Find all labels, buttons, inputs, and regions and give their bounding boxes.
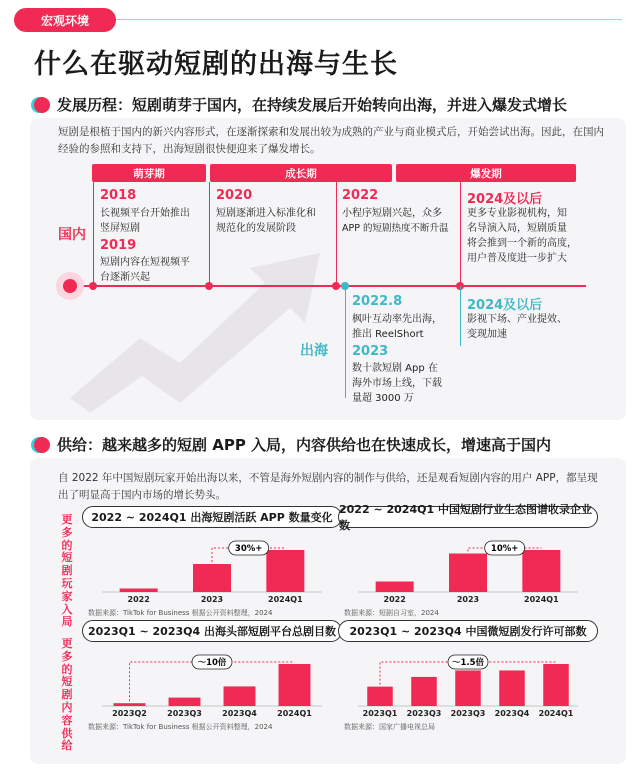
growth-badge-text: 10%+: [490, 544, 519, 554]
bar-2023: [449, 554, 487, 593]
timeline-panel: [30, 118, 626, 420]
overseas-text-2022-8-l1: 枫叶互动率先出海，: [352, 314, 442, 325]
overseas-year-2024: 2024及以后: [467, 298, 543, 313]
event-text-2018-l2: 竖屏短剧: [100, 223, 140, 234]
section-tag: 宏观环境: [14, 8, 116, 32]
bar-2024Q1: [279, 664, 311, 706]
page-title: 什么在驱动短剧的出海与生长: [34, 49, 398, 80]
overseas-text-2023-l1: 数十款短剧 App 在: [352, 363, 438, 374]
chart-source: 数据来源：短剧自习室，2024: [344, 609, 439, 617]
overseas-text-2023-l3: 量超 3000 万: [352, 393, 414, 404]
tiktok-logo-icon: [34, 437, 50, 453]
chart-title: 2023Q1 ~ 2023Q4 出海头部短剧平台总剧目数: [82, 620, 342, 642]
tick-label: 2023Q3: [450, 709, 486, 718]
chart-card-1: [82, 506, 342, 618]
section1-intro-line2: 经验的参照和支持下，出海短剧很快便迎来了爆发增长。: [58, 143, 321, 155]
event-text-2019-l1: 短剧内容在短视频平: [100, 257, 190, 268]
tick-label: 2023: [456, 595, 480, 604]
bar-2023Q3: [455, 670, 481, 706]
chart-source: 数据来源：TikTok for Business 根据公开资料整理，2024: [88, 723, 273, 731]
tick-label: 2024Q1: [524, 595, 559, 604]
phase-growth: 成长期: [210, 164, 392, 182]
bar-chart-2: [338, 530, 598, 610]
overseas-text-2022-8-l2: 推出 ReelShort: [352, 329, 424, 340]
event-year-2024: 2024及以后: [467, 192, 543, 207]
event-text-2019-l2: 台逐渐兴起: [100, 272, 150, 283]
tick-label: 2022: [383, 595, 406, 604]
overseas-year-2022-8: 2022.8: [352, 294, 403, 309]
bar-2023Q4: [499, 670, 525, 706]
dot-2022: [332, 282, 340, 290]
tick-label: 2023Q4: [494, 709, 530, 718]
event-text-2022-l1: 小程序短剧兴起，众多: [342, 208, 442, 219]
event-text-2024-l3: 将会推到一个新的高度，: [467, 238, 577, 249]
growth-arrow-graphic: [30, 228, 360, 413]
event-text-2018-l1: 长视频平台开始推出: [100, 208, 190, 219]
vline-overseas-2024: [460, 286, 461, 346]
supply-panel: [30, 458, 626, 764]
chart-title: 2022 ~ 2024Q1 中国短剧行业生态图谱收录企业数: [338, 506, 598, 528]
overseas-label: 出海: [300, 343, 328, 359]
tick-label: 2024Q1: [268, 595, 303, 604]
bar-2023: [193, 564, 231, 592]
bar-2024Q1: [522, 550, 560, 592]
vline-overseas-2022: [345, 286, 346, 398]
event-text-2024-l1: 更多专业影视机构，知: [467, 208, 567, 219]
vline-2024: [460, 182, 461, 286]
tick-label: 2024Q1: [538, 709, 574, 718]
bar-2022: [120, 589, 158, 593]
dot-2020: [205, 282, 213, 290]
phase-budding: 萌芽期: [92, 164, 206, 182]
growth-badge-text: 〜1.5倍: [451, 658, 485, 668]
event-text-2024-l4: 用户普及度进一步扩大: [467, 253, 567, 264]
event-text-2022-l2: APP 的短剧热度不断升温: [342, 223, 449, 234]
overseas-text-2024-l1: 影视下场、产业提效、: [467, 314, 567, 325]
section2-heading-text: 供给：越来越多的短剧 APP 入局，内容供给也在快速成长，增速高于国内: [57, 436, 552, 454]
event-year-2022: 2022: [342, 188, 379, 203]
overseas-year-2023: 2023: [352, 344, 389, 359]
bar-2023Q1: [367, 687, 393, 706]
bar-2022: [376, 582, 414, 593]
bar-2023Q4: [224, 686, 256, 706]
event-year-2020: 2020: [216, 188, 253, 203]
dot-overseas-2022: [341, 282, 349, 290]
bar-chart-1: [82, 530, 342, 610]
chart-source: 数据来源：TikTok for Business 根据公开资料整理，2024: [88, 609, 273, 617]
bar-2024Q1: [266, 550, 304, 592]
bar-2023Q3: [169, 698, 201, 706]
event-text-2020-l1: 短剧逐渐进入标准化和: [216, 208, 316, 219]
side-label-content-text: 更 多 的 短 剧 内 容 供 给: [61, 637, 73, 753]
tick-label: 2023: [200, 595, 224, 604]
tiktok-logo-icon: [34, 97, 50, 113]
dot-2018: [89, 282, 97, 290]
growth-badge-text: 〜10倍: [197, 658, 227, 668]
side-label-players-text: 更 多 的 短 剧 玩 家 入 局: [61, 513, 73, 629]
chart-card-3: [82, 620, 342, 732]
timeline-axis: [66, 285, 586, 287]
vline-2018: [93, 182, 94, 286]
overseas-text-2024-l2: 变现加速: [467, 329, 507, 340]
side-label-players: [60, 514, 74, 629]
chart-title: 2022 ~ 2024Q1 出海短剧活跃 APP 数量变化: [82, 506, 342, 528]
overseas-text-2023-l2: 海外市场上线，下载: [352, 378, 442, 389]
section2-intro-line1: 自 2022 年中国短剧玩家开始出海以来，不管是海外短剧内容的制作与供给，还是观看短剧内容的用户 APP，都呈现: [58, 472, 598, 484]
event-year-2018: 2018: [100, 188, 137, 203]
chart-card-2: [338, 503, 598, 618]
bar-2023Q2: [114, 703, 146, 706]
timeline-origin-icon: [56, 272, 84, 300]
phase-explosion: 爆发期: [396, 164, 576, 182]
section2-heading: [34, 434, 551, 455]
section1-heading: [34, 94, 567, 115]
tick-label: 2023Q1: [362, 709, 398, 718]
chart-source: 数据来源：国家广播电视总局: [344, 723, 435, 731]
vline-2020: [209, 182, 210, 286]
vline-2022: [336, 182, 337, 286]
tick-label: 2023Q3: [167, 709, 202, 718]
event-text-2020-l2: 规范化的发展阶段: [216, 223, 296, 234]
section2-intro-line2: 出了明显高于国内市场的增长势头。: [58, 489, 226, 501]
tick-label: 2022: [127, 595, 150, 604]
tick-label: 2024Q1: [277, 709, 312, 718]
tick-label: 2023Q2: [112, 709, 147, 718]
event-year-2019: 2019: [100, 238, 137, 253]
bar-2024Q1: [543, 664, 569, 706]
tick-label: 2023Q3: [406, 709, 442, 718]
side-label-content: [60, 638, 74, 753]
bar-2023Q3: [411, 677, 437, 706]
tag-divider: [116, 19, 622, 20]
bar-chart-4: [338, 644, 598, 724]
chart-card-4: [338, 620, 598, 732]
event-text-2024-l2: 名导演入局，短剧质量: [467, 223, 567, 234]
bar-chart-3: [82, 644, 342, 724]
section1-intro-line1: 短剧是根植于国内的新兴内容形式，在逐渐探索和发展出较为成熟的产业与商业模式后，开始尝试出海。因此，在国内: [58, 126, 604, 138]
section1-heading-text: 发展历程：短剧萌芽于国内，在持续发展后开始转向出海，并进入爆发式增长: [57, 96, 568, 114]
growth-badge-text: 30%+: [234, 544, 263, 554]
domestic-label: 国内: [58, 227, 86, 243]
chart-title: 2023Q1 ~ 2023Q4 中国微短剧发行许可部数: [338, 620, 598, 642]
tick-label: 2023Q4: [222, 709, 257, 718]
